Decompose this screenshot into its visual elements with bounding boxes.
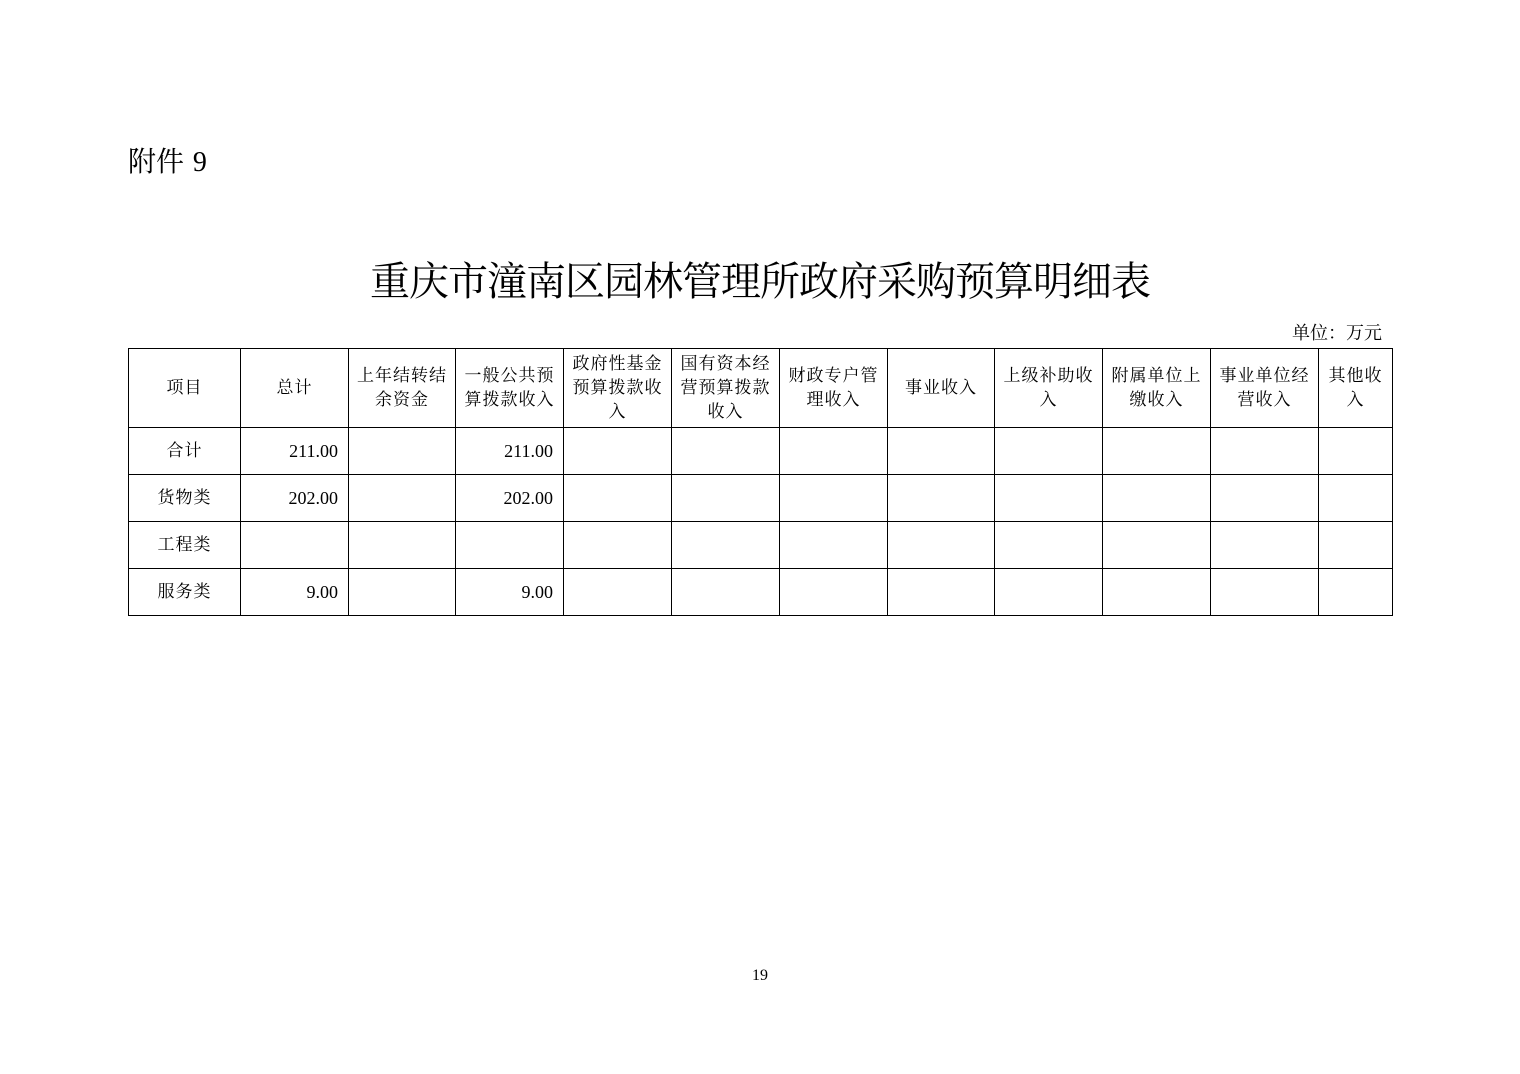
header-prior-year-carryover: 上年结转结余资金 (349, 349, 456, 428)
table-cell (349, 569, 456, 616)
table-cell (1103, 569, 1211, 616)
header-government-fund-budget: 政府性基金预算拨款收入 (564, 349, 672, 428)
table-cell (672, 475, 780, 522)
document-title: 重庆市潼南区园林管理所政府采购预算明细表 (370, 259, 1150, 305)
table-row-total (129, 428, 1393, 475)
table-cell (672, 428, 780, 475)
table-cell: 9.00 (241, 569, 349, 616)
table-cell (564, 569, 672, 616)
header-other-income: 其他收入 (1319, 349, 1393, 428)
table-cell (1211, 428, 1319, 475)
table-cell (780, 475, 888, 522)
table-row-engineering (129, 522, 1393, 569)
table-row-goods (129, 475, 1393, 522)
table-cell: 合计 (129, 428, 241, 475)
table-cell (888, 428, 995, 475)
header-business-income: 事业收入 (888, 349, 995, 428)
page-number: 19 (752, 967, 768, 984)
table-cell (456, 522, 564, 569)
attachment-label (128, 142, 207, 183)
table-cell (888, 475, 995, 522)
table-cell: 202.00 (241, 475, 349, 522)
table-cell: 货物类 (129, 475, 241, 522)
header-fiscal-special-account: 财政专户管理收入 (780, 349, 888, 428)
table-cell (780, 522, 888, 569)
table-cell (564, 522, 672, 569)
table-cell: 工程类 (129, 522, 241, 569)
table-cell (1103, 475, 1211, 522)
table-cell (241, 522, 349, 569)
table-cell (1211, 569, 1319, 616)
header-state-capital-budget: 国有资本经营预算拨款收入 (672, 349, 780, 428)
table-cell (1211, 522, 1319, 569)
table-cell (1319, 522, 1393, 569)
table-cell: 202.00 (456, 475, 564, 522)
table-cell: 服务类 (129, 569, 241, 616)
table-cell (1319, 569, 1393, 616)
table-header-row (129, 349, 1393, 428)
table-cell (995, 428, 1103, 475)
table-cell (672, 522, 780, 569)
table-cell: 9.00 (456, 569, 564, 616)
table-cell (995, 522, 1103, 569)
table-cell (349, 428, 456, 475)
table-cell (1211, 475, 1319, 522)
table-cell (995, 475, 1103, 522)
header-affiliated-unit-remittance: 附属单位上缴收入 (1103, 349, 1211, 428)
table-cell (888, 569, 995, 616)
table-cell (780, 569, 888, 616)
table-cell (995, 569, 1103, 616)
header-general-public-budget: 一般公共预算拨款收入 (456, 349, 564, 428)
unit-label: 单位：万元 (1292, 323, 1382, 344)
table-cell (564, 475, 672, 522)
table-cell (888, 522, 995, 569)
table-cell (672, 569, 780, 616)
header-superior-subsidy: 上级补助收入 (995, 349, 1103, 428)
table-cell (564, 428, 672, 475)
header-operating-income: 事业单位经营收入 (1211, 349, 1319, 428)
table-cell (1103, 522, 1211, 569)
table-cell (349, 522, 456, 569)
table-cell: 211.00 (241, 428, 349, 475)
attachment-text: 附件 (128, 145, 185, 178)
table-cell (1319, 475, 1393, 522)
table-cell (349, 475, 456, 522)
table-cell (780, 428, 888, 475)
table-row-services (129, 569, 1393, 616)
attachment-number: 9 (192, 147, 207, 178)
procurement-budget-table (128, 348, 1393, 616)
table-cell (1319, 428, 1393, 475)
header-total: 总计 (241, 349, 349, 428)
header-item: 项目 (129, 349, 241, 428)
table-cell (1103, 428, 1211, 475)
table-cell: 211.00 (456, 428, 564, 475)
